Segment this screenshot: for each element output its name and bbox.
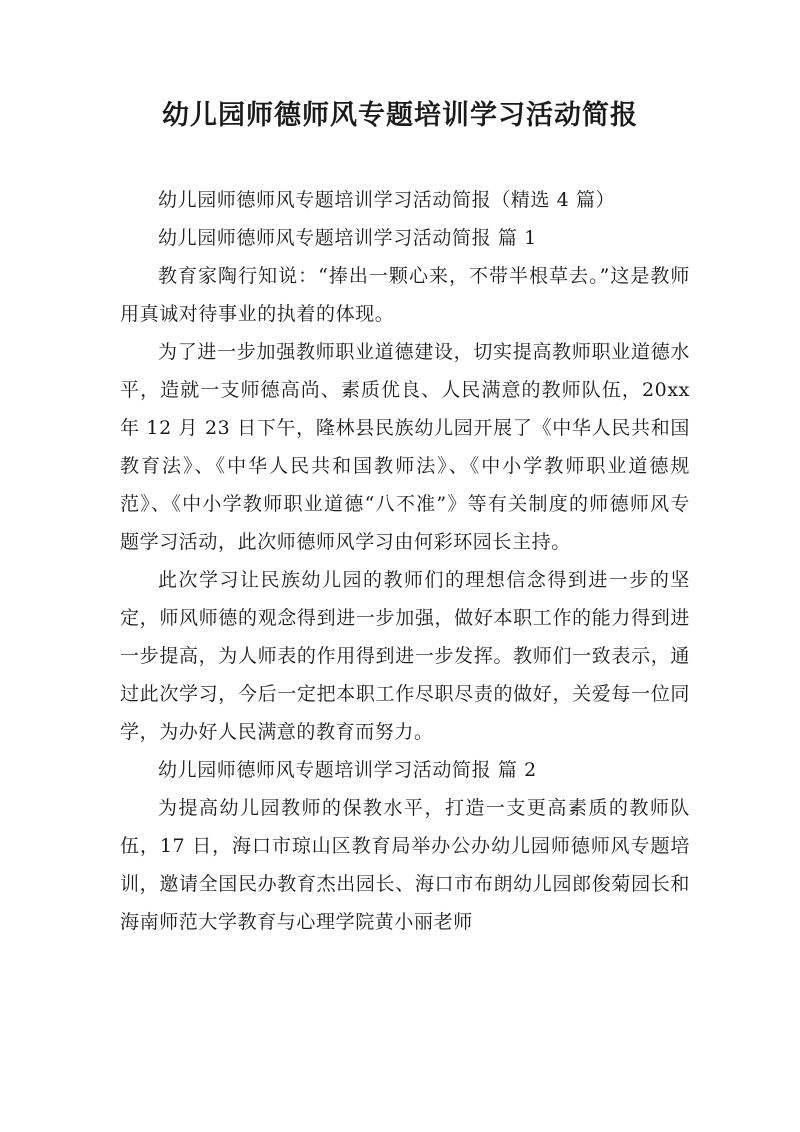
body-paragraph: 此次学习让民族幼儿园的教师们的理想信念得到进一步的坚定，师风师德的观念得到进一步加强，做好本职工作的能力得到进一步提高，为人师表的作用得到进一步发挥。教师们一致表示，通过此次学习，今后一定把本职工作尽职尽责的做好，关爱每一位同学，为办好人民满意的教育而努力。 [120,569,690,743]
body-paragraph: 为了进一步加强教师职业道德建设，切实提高教师职业道德水平，造就一支师德高尚、素质优良、人民满意的教师队伍，20xx 年 12 月 23 日下午，隆林县民族幼儿园开展了《中华人民共和国教育法》、《中华人民共和国教师法》、《中小学教师职业道德规范》、《中小学教师职业道德“八不准”》等有关制度的师德师风专题学习活动，此次师德师风学习由何彩环园长主持。 [120,341,690,553]
subtitle-paragraph: 幼儿园师德师风专题培训学习活动简报（精选 4 篇） [158,189,616,211]
document-body [120,181,690,941]
document-title: 幼儿园师德师风专题培训学习活动简报 [162,100,638,131]
section-heading-2: 幼儿园师德师风专题培训学习活动简报 篇 2 [158,759,537,781]
body-paragraph: 为提高幼儿园教师的保教水平，打造一支更高素质的教师队伍，17 日，海口市琼山区教育局举办公办幼儿园师德师风专题培训，邀请全国民办教育杰出园长、海口市布朗幼儿园郎俊菊园长和海南师范大学教育与心理学院黄小丽老师 [120,797,690,933]
section-heading-1: 幼儿园师德师风专题培训学习活动简报 篇 1 [158,227,537,249]
body-paragraph: 教育家陶行知说：“捧出一颗心来，不带半根草去。”这是教师用真诚对待事业的执着的体现。 [120,265,690,325]
